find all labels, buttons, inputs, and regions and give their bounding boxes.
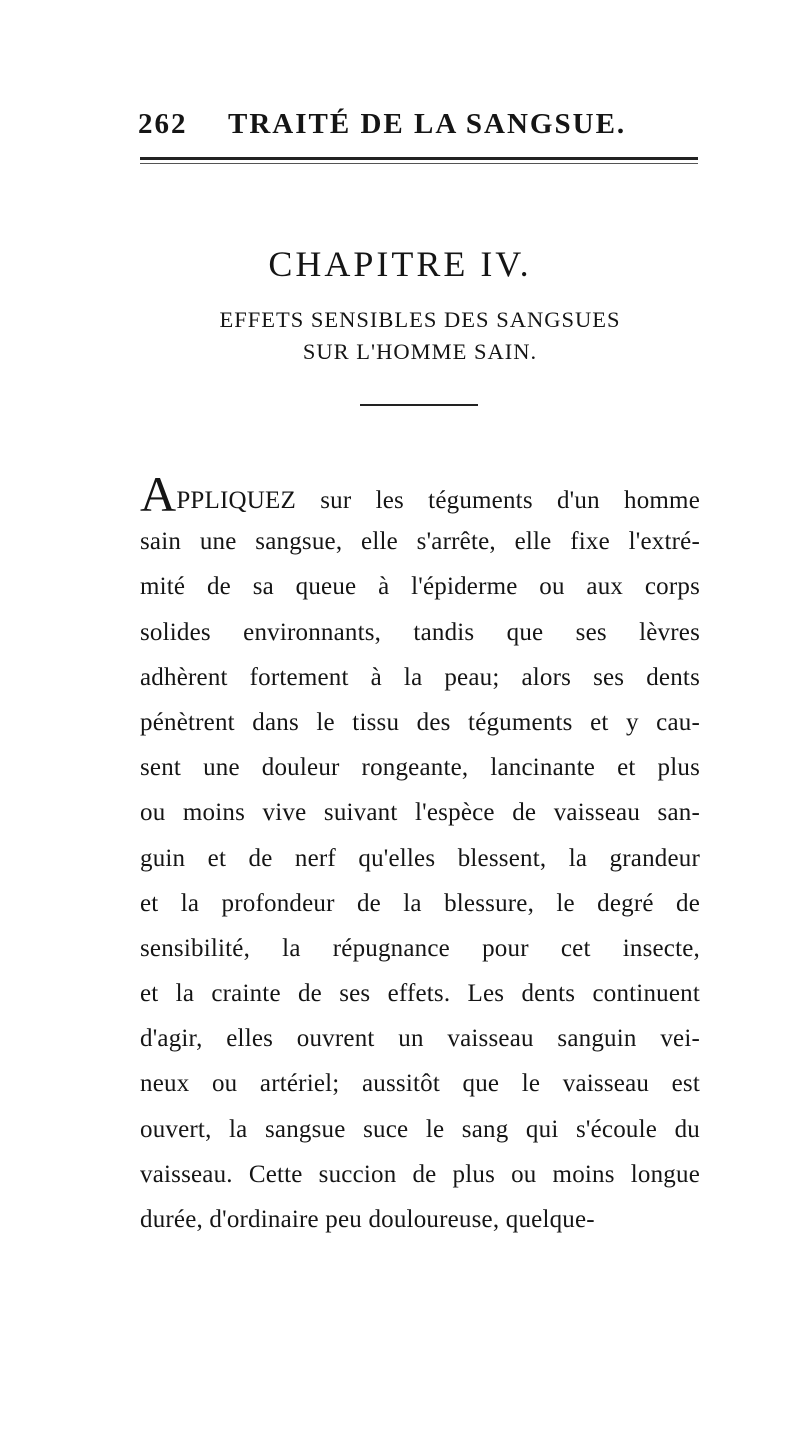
text-line: et la profondeur de la blessure, le degré de: [140, 889, 700, 917]
chapter-title: CHAPITRE IV.: [268, 244, 532, 284]
text-line: et la crainte de ses effets. Les dents continuent: [140, 980, 700, 1008]
text-line: mité de sa queue à l'épiderme ou aux corps: [140, 573, 700, 601]
text-line: guin et de nerf qu'elles blessent, la grandeur: [140, 844, 700, 872]
text-line: adhèrent fortement à la peau; alors ses dents: [140, 663, 700, 691]
text-line: vaisseau. Cette succion de plus ou moins longue: [140, 1160, 700, 1188]
text-line: durée, d'ordinaire peu douloureuse, quelque-: [140, 1206, 595, 1233]
section-heading-line-2: SUR L'HOMME SAIN.: [302, 339, 538, 364]
section-divider: [360, 404, 478, 406]
running-header: [138, 108, 698, 148]
body-paragraph: [140, 466, 700, 1242]
text-line: ou moins vive suivant l'espèce de vaisseau san-: [140, 799, 700, 827]
text-line-1-rest: PPLIQUEZ sur les téguments d'un homme: [176, 487, 700, 514]
running-title: TRAITÉ DE LA SANGSUE.: [228, 108, 627, 140]
header-rule-thin: [140, 163, 698, 164]
text-line: pénètrent dans le tissu des téguments et y cau-: [140, 708, 700, 736]
section-heading: [120, 304, 720, 368]
text-line: sain une sangsue, elle s'arrête, elle fixe l'extré-: [140, 528, 700, 556]
page-number: 262: [138, 108, 188, 140]
text-line: sensibilité, la répugnance pour cet insecte,: [140, 934, 700, 962]
text-line: solides environnants, tandis que ses lèvres: [140, 618, 700, 646]
text-line-1: [140, 466, 700, 522]
text-line: d'agir, elles ouvrent un vaisseau sanguin vei-: [140, 1025, 700, 1053]
section-heading-line-1: EFFETS SENSIBLES DES SANGSUES: [219, 307, 621, 332]
header-rule: [140, 157, 698, 160]
text-line: neux ou artériel; aussitôt que le vaisseau est: [140, 1070, 700, 1098]
text-line: ouvert, la sangsue suce le sang qui s'écoule du: [140, 1115, 700, 1143]
drop-cap: A: [140, 466, 177, 522]
text-line: sent une douleur rongeante, lancinante et plus: [140, 754, 700, 782]
